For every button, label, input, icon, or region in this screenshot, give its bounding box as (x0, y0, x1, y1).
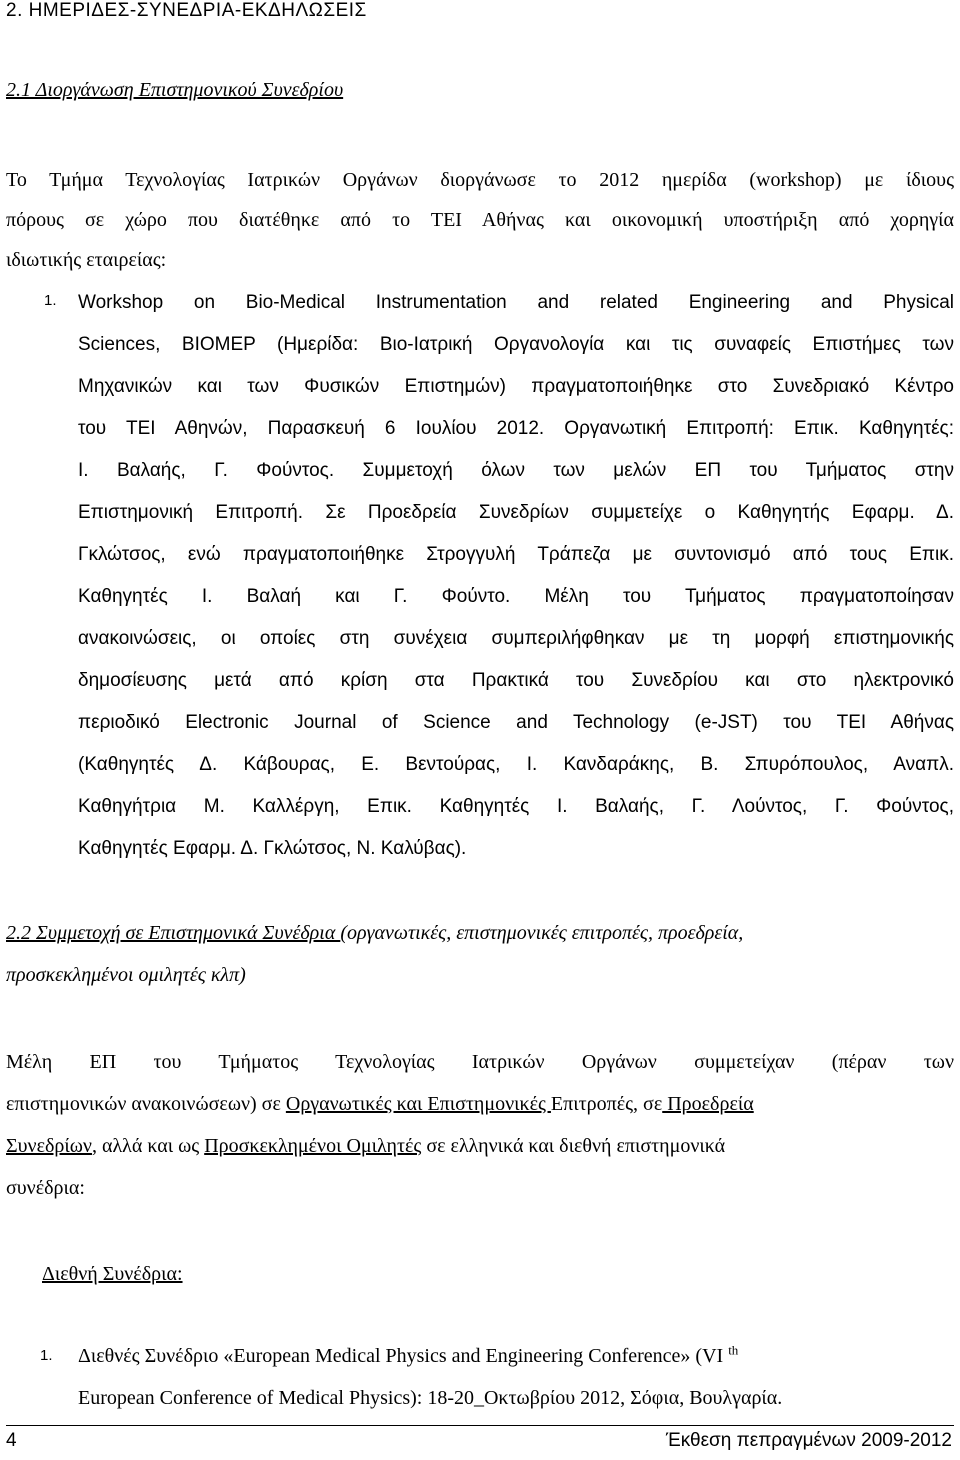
conf-superscript: th (728, 1342, 739, 1358)
item-line-5: Ι. Βαλαής, Γ. Φούντος. Συμμετοχή όλων των μελών ΕΠ του Τμήματος στην (78, 460, 954, 481)
para2-underlined-committees: Οργανωτικές και Επιστημονικές (285, 1093, 551, 1115)
para3-underlined-invited: Προσκεκλημένοι Ομιλητές (204, 1135, 422, 1157)
para3-underlined-conferences: Συνεδρίων (6, 1135, 92, 1157)
item-line-9: ανακοινώσεις, οι οποίες στη συνέχεια συμπεριλήφθηκαν με τη μορφή επιστημονικής (78, 628, 954, 649)
item-line-7: Γκλώτσος, ενώ πραγματοποιήθηκε Στρογγυλή Τράπεζα με συντονισμό από τους Επικ. (78, 544, 954, 565)
conf-line-2: European Conference of Medical Physics): 18-20_Οκτωβρίου 2012, Σόφια, Βουλγαρία. (78, 1387, 783, 1409)
section-2-2-para-line4: συνέδρια: (6, 1177, 85, 1199)
intro-line-1: Το Τμήμα Τεχνολογίας Ιατρικών Οργάνων διοργάνωσε το 2012 ημερίδα (workshop) με ίδιους (6, 169, 954, 191)
para3-text-b: σε ελληνικά και διεθνή επιστημονικά (421, 1135, 726, 1157)
section-2-2-para-line3 (6, 1126, 725, 1166)
footer-rule (6, 1425, 954, 1426)
item-line-12: (Καθηγητές Δ. Κάβουρας, Ε. Βεντούρας, Ι. Κανδαράκης, Β. Σπυρόπουλος, Αναπλ. (78, 754, 954, 775)
section-2-2-title-rest: (οργανωτικές, επιστημονικές επιτροπές, προεδρεία, (340, 922, 744, 944)
item-line-2: Sciences, BIOMEP (Ημερίδα: Βιο-Ιατρική Οργανολογία και τις συναφείς Επιστήμες των (78, 334, 954, 355)
item-line-8: Καθηγητές Ι. Βαλαή και Γ. Φούντο. Μέλη του Τμήματος πραγματοποίησαν (78, 586, 954, 607)
section-2-2-title (6, 922, 743, 945)
intro-line-3: ιδιωτικής εταιρείας: (6, 249, 167, 271)
international-conferences-heading-text: Διεθνή Συνέδρια: (42, 1263, 183, 1285)
item-line-13: Καθηγήτρια Μ. Καλλέργη, Επικ. Καθηγητές Ι. Βαλαής, Γ. Λούντος, Γ. Φούντος, (78, 796, 954, 817)
item-line-1: Workshop on Bio-Medical Instrumentation and related Engineering and Physical (78, 292, 954, 313)
item-line-14: Καθηγητές Εφαρμ. Δ. Γκλώτσος, Ν. Καλύβας). (78, 838, 467, 859)
conf-line-1 (78, 1336, 738, 1376)
item-number: 1. (44, 292, 57, 309)
para2-text-a: επιστημονικών ανακοινώσεων) σε (6, 1093, 286, 1115)
section-2-2-para-line2 (6, 1084, 754, 1124)
para2-underlined-chairs: Προεδρεία (662, 1093, 754, 1115)
footer-page-number: 4 (6, 1430, 17, 1451)
footer-report-title: Έκθεση πεπραγμένων 2009-2012 (665, 1430, 952, 1451)
item-line-6: Επιστημονική Επιτροπή. Σε Προεδρεία Συνεδρίων συμμετείχε ο Καθηγητής Εφαρμ. Δ. (78, 502, 954, 523)
section-2-2-para-line1: Μέλη ΕΠ του Τμήματος Τεχνολογίας Ιατρικών Οργάνων συμμετείχαν (πέραν των (6, 1051, 954, 1073)
section-2-1-title-text: 2.1 Διοργάνωση Επιστημονικού Συνεδρίου (6, 79, 344, 101)
conf-line-1-text: Διεθνές Συνέδριο «European Medical Physics and Engineering Conference» (VI (78, 1345, 724, 1367)
section-2-1-title (6, 79, 343, 102)
section-2-2-title-underlined: 2.2 Συμμετοχή σε Επιστημονικά Συνέδρια (6, 922, 341, 944)
item-line-3: Μηχανικών και των Φυσικών Επιστημών) πραγματοποιήθηκε στο Συνεδριακό Κέντρο (78, 376, 954, 397)
international-conferences-heading (42, 1254, 183, 1294)
chapter-heading: 2. ΗΜΕΡΙΔΕΣ-ΣΥΝΕΔΡΙΑ-ΕΚΔΗΛΩΣΕΙΣ (6, 0, 367, 21)
para2-text-b: Επιτροπές, σε (550, 1093, 663, 1115)
item-line-10: δημοσίευσης μετά από κρίση στα Πρακτικά του Συνεδρίου και στο ηλεκτρονικό (78, 670, 954, 691)
intro-line-2: πόρους σε χώρο που διατέθηκε από το ΤΕΙ Αθήνας και οικονομική υποστήριξη από χορηγία (6, 209, 954, 231)
item-line-11: περιοδικό Electronic Journal of Science and Technology (e-JST) του ΤΕΙ Αθήνας (78, 712, 954, 733)
conf-number: 1. (40, 1347, 53, 1364)
section-2-2-title-line2: προσκεκλημένοι ομιλητές κλπ) (6, 964, 246, 986)
item-line-4: του ΤΕΙ Αθηνών, Παρασκευή 6 Ιουλίου 2012. Οργανωτική Επιτροπή: Επικ. Καθηγητές: (78, 418, 954, 439)
para3-text-a: , αλλά και ως (91, 1135, 205, 1157)
